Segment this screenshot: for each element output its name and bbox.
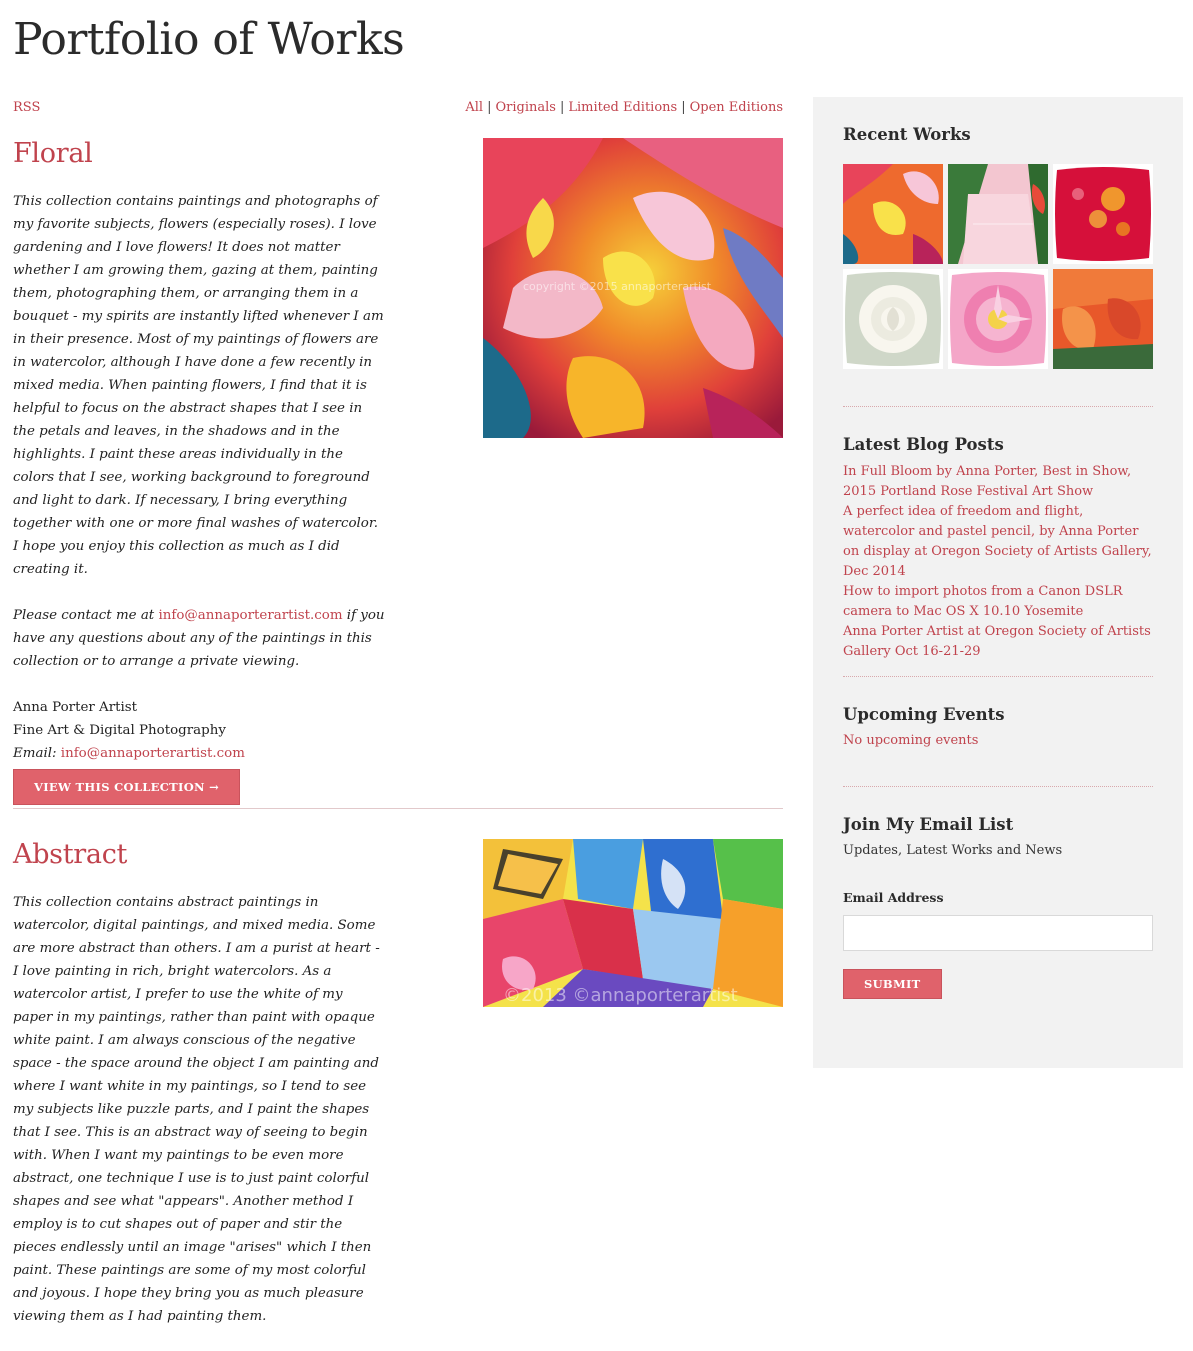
sidebar-divider [843,786,1153,787]
section-divider [13,808,783,809]
email-list-subtitle: Updates, Latest Works and News [843,843,1063,858]
blog-post-link[interactable]: A perfect idea of freedom and flight, watercolor and pastel pencil, by Anna Porter on display at Oregon Society of Artists Gallery, Dec 2014 [843,504,1152,579]
pillow-white-rose-thumb-icon [843,269,943,369]
blog-post-link[interactable]: In Full Bloom by Anna Porter, Best in Show, 2015 Portland Rose Festival Art Show [843,464,1132,499]
collection-floral [13,138,783,805]
recent-works-widget [843,125,1153,369]
rss-link[interactable]: RSS [13,100,41,115]
signature-name: Anna Porter Artist [13,700,138,715]
pillow-red-thumb-icon [1053,164,1153,264]
recent-work-thumb[interactable] [948,269,1048,369]
page-title: Portfolio of Works [13,14,405,65]
signature-email-label: Email: [13,746,61,761]
contact-email-link[interactable]: info@annaporterartist.com [158,608,343,623]
submit-button[interactable]: SUBMIT [843,969,942,999]
veil-thumb-icon [948,164,1048,264]
abstract-collection-image[interactable] [483,839,783,1007]
events-widget [843,705,1153,748]
events-title: Upcoming Events [843,705,1005,724]
main-content [13,98,783,1351]
watermark: ©2013 ©annaporterartist [503,985,738,1006]
collection-abstract [13,839,783,1328]
filter-limited-editions[interactable]: Limited Editions [568,100,678,115]
collection-title[interactable]: Floral [13,138,93,169]
contact-paragraph [13,604,385,673]
blog-post-link[interactable]: Anna Porter Artist at Oregon Society of Artists Gallery Oct 16-21-29 [843,624,1151,659]
recent-work-thumb[interactable] [843,269,943,369]
signature [13,696,385,765]
email-list-widget [843,815,1153,999]
collection-title[interactable]: Abstract [13,839,128,870]
watermark: copyright ©2015 annaporterartist [523,280,712,293]
blog-posts-list [843,462,1153,662]
recent-work-thumb[interactable] [948,164,1048,264]
floral-collection-image[interactable] [483,138,783,438]
sidebar [813,97,1183,1068]
blog-posts-widget [843,435,1153,662]
collection-description [13,190,385,765]
description-paragraph: This collection contains abstract paintings in watercolor, digital paintings, and mixed media. Some are more abstract than others. I am a purist at heart - I love painting in rich, bright watercolors. As a watercolor artist, I prefer to use the white of my paper in my paintings, rather than paint with opaque white paint. I am always conscious of the negative space - the space around the object I am painting and where I want white in my paintings, so I tend to see my subjects like puzzle parts, and I paint the shapes that I see. This is an abstract way of seeing to begin with. When I want my paintings to be even more abstract, one technique I use is to just paint colorful shapes and see what "appears". Another method I employ is to cut shapes out of paper and stir the pieces endlessly until an image "arises" which I then paint. These paintings are some of my most colorful and joyous. I hope they bring you as much pleasure viewing them as I had painting them. [13,895,380,1324]
email-address-label: Email Address [843,890,944,905]
contact-suffix: if you have any questions about any of the paintings in this collection or to arrange a private viewing. [13,608,385,669]
collection-description [13,891,385,1328]
recent-work-thumb[interactable] [1053,269,1153,369]
blog-post-link[interactable]: How to import photos from a Canon DSLR camera to Mac OS X 10.10 Yosemite [843,584,1123,619]
recent-work-thumb[interactable] [843,164,943,264]
description-paragraph: This collection contains paintings and photographs of my favorite subjects, flowers (especially roses). I love gardening and I love flowers! It does not matter whether I am growing them, gazing at them, painting them, photographing them, or arranging them in a bouquet - my spirits are instantly lifted whenever I am in their presence. Most of my paintings of flowers are in watercolor, although I have done a few recently in mixed media. When painting flowers, I find that it is helpful to focus on the abstract shapes that I see in the petals and leaves, in the shadows and in the highlights. I paint these areas individually in the colors that I see, working background to foreground and light to dark. If necessary, I bring everything together with one or more final washes of watercolor. I hope you enjoy this collection as much as I did creating it. [13,194,384,577]
no-events-text: No upcoming events [843,733,979,748]
recent-work-thumb[interactable] [1053,164,1153,264]
filter-all[interactable]: All [465,100,484,115]
email-address-input[interactable] [843,915,1153,951]
email-list-title: Join My Email List [843,815,1014,834]
filter-originals[interactable]: Originals [495,100,556,115]
sidebar-divider [843,406,1153,407]
filter-links: All | Originals | Limited Editions | Open Editions [465,100,783,115]
collection-filter-bar [13,98,783,124]
recent-works-grid [843,164,1153,369]
signature-tagline: Fine Art & Digital Photography [13,723,226,738]
floral-thumb-icon [843,164,943,264]
filter-open-editions[interactable]: Open Editions [689,100,783,115]
signature-email-link[interactable]: info@annaporterartist.com [60,746,245,761]
abstract-painting-icon [483,839,783,1007]
pillow-dahlia-thumb-icon [948,269,1048,369]
floral-painting-icon [483,138,783,438]
view-collection-button[interactable]: VIEW THIS COLLECTION → [13,769,240,805]
blog-posts-title: Latest Blog Posts [843,435,1004,454]
contact-prefix: Please contact me at [13,608,159,623]
tulips-thumb-icon [1053,269,1153,369]
recent-works-title: Recent Works [843,125,971,144]
sidebar-divider [843,676,1153,677]
